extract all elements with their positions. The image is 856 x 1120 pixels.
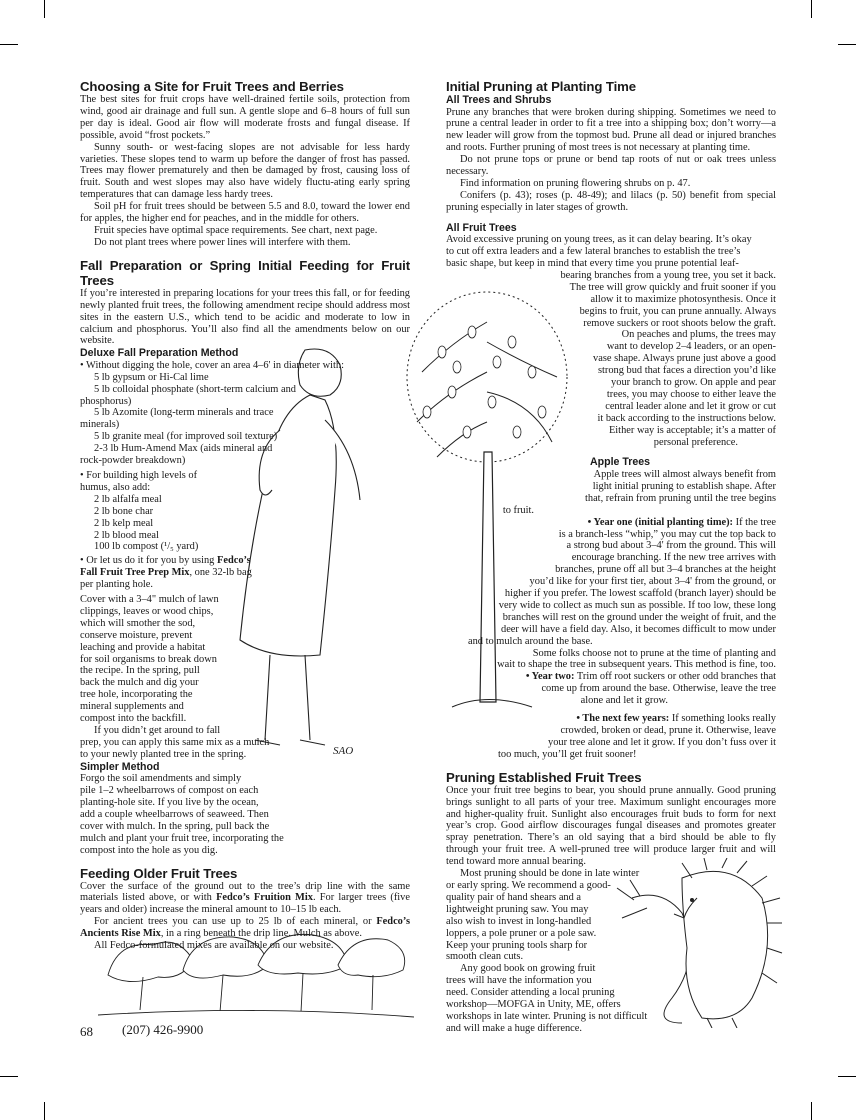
established-line: Any good book on growing fruit — [460, 963, 596, 975]
fruit-line: The tree will grow quickly and fruit sooner if you — [569, 281, 776, 293]
fruit-line: strong bud that faces a direction you’d like — [597, 365, 776, 377]
site-paragraph-5: Do not plant trees where power lines will interfere with them. — [94, 236, 351, 248]
year-one-line: you’d like for your first tier, about 3–4' from the ground, or — [529, 576, 776, 588]
year-one-line: branches, prune off all but 3–4 branches at the height — [555, 564, 776, 576]
bullet-humus: • For building high levels of — [80, 469, 198, 481]
heading-apple-trees: Apple Trees — [590, 456, 651, 469]
humus-item: 2 lb bone char — [94, 505, 154, 517]
mulch-line: compost into the backfill. — [80, 713, 187, 725]
simpler-line: cover with mulch. In the spring, pull back the — [80, 820, 270, 832]
year-two-line: • Year two: Trim off root suckers or other odd branches that — [525, 671, 776, 683]
apple-line: that, refrain from pruning until the tree begins — [584, 492, 776, 504]
heading-pruning-established: Pruning Established Fruit Trees — [446, 769, 642, 785]
mulch-line: back the mulch and dig your — [80, 677, 199, 689]
older-paragraph-2: For ancient trees you can use up to 25 lb of each mineral, or Fedco’s Ancients Rise Mix, in a ring beneath the drip line. Mulch as above. — [80, 916, 410, 940]
year-two-line: alone and let it grow. — [580, 695, 668, 707]
fruit-line: bearing branches from a young tree, you set it back. — [560, 269, 776, 281]
year-one-line: very wide to collect as much sun as possible. If too low, these long — [498, 599, 776, 611]
fruit-line: allow it to maximize photosynthesis. Once it — [590, 293, 776, 305]
bullet-without-digging: • Without digging the hole, cover an area 4–6' in diameter with: — [80, 359, 345, 371]
site-paragraph-3: Soil pH for fruit trees should be between 5.5 and 8.0, toward the lower end for apples, the higher end for peaches, and in the middle for others. — [80, 201, 410, 225]
fruit-line: Avoid excessive pruning on young trees, as it can delay bearing. It’s okay — [446, 234, 752, 246]
apple-line: Apple trees will almost always benefit from — [593, 468, 776, 480]
bullet-humus-cont: humus, also add: — [80, 481, 151, 493]
year-one-line: encourage branching. If the new tree arrives with — [571, 552, 776, 564]
fruit-line: personal preference. — [653, 436, 738, 448]
established-line: quality pair of hand shears and a — [446, 891, 582, 903]
next-years-line: your tree alone and let it grow. If you don’t fuss over it — [548, 736, 776, 748]
year-one-line: and to mulch around the base. — [468, 635, 593, 647]
mulch-line: mineral supplements and — [80, 701, 184, 713]
mulch-line: for soil organisms to break down — [80, 653, 217, 665]
year-one-line: • Year one (initial planting time): If the tree — [587, 516, 776, 528]
late-prep-line: prep, you can apply this same mix as a mulch — [80, 736, 270, 748]
heading-initial-pruning: Initial Pruning at Planting Time — [446, 79, 636, 94]
established-paragraph-1: Once your fruit tree begins to bear, you should prune annually. Good pruning brings sunlight to all parts of your tree. Maximum sunlight encourages more and higher-quality fruit. Sunlight also encourages fruit buds to form for next year’s crop. Good airflow discourages fungal diseases and promotes greater spray penetration. There’s an old saying that a bird should be able to fly through your fruit tree. A well-pruned tree will produce larger fruit and will tend toward more annual bearing. — [446, 784, 776, 868]
fruit-line: begins to fruit, you can prune annually. Always — [579, 305, 776, 317]
established-line: loppers, a pole pruner or a pole saw. — [446, 927, 597, 939]
established-line: trees will have the information you — [446, 975, 592, 987]
left-column — [80, 79, 410, 952]
established-line: Most pruning should be done in late winter — [460, 868, 640, 880]
artist-signature: SAO — [333, 745, 354, 757]
year-two-line: come up from around the base. Otherwise, leave the tree — [541, 683, 776, 695]
simpler-line: Forgo the soil amendments and simply — [80, 773, 242, 785]
year-one-line: deer will have a field day. Also, it becomes difficult to mow under — [501, 623, 776, 635]
established-line: Keep your pruning tools sharp for — [446, 939, 588, 951]
initial-paragraph-1: Prune any branches that were broken during shipping. Sometimes we need to prune a central leader in order to fit a tree into a shipping box; don’t worry—a new leader will grow from the topmost bud. Prune all dead or injured branches and roots. Further pruning of most trees is not necessary at planting time. — [446, 106, 776, 154]
next-years-line: crowded, broken or dead, prune it. Otherwise, leave — [560, 725, 776, 736]
established-line: workshop—MOFGA in Unity, ME, offers — [446, 999, 621, 1011]
fall-paragraph-1: If you’re interested in preparing locations for your trees this fall, or for feeding newly planted fruit trees, the following amendment recipe should address most sites in the eastern U.S., which tend to be acidic and moderate to low in calcium and phosphorus. You’ll also find all the amendments below on our website. — [80, 287, 410, 347]
simpler-line: compost into the hole as you dig. — [80, 844, 218, 856]
mulch-line: clippings, leaves or wood chips, — [80, 605, 214, 617]
established-line: workshops in late winter. Pruning is not difficult — [446, 1010, 648, 1022]
simpler-line: mulch and plant your fruit tree, incorporating the — [80, 832, 284, 844]
amendment-item: 5 lb colloidal phosphate (short-term calcium and — [94, 383, 296, 395]
right-column — [446, 79, 776, 1035]
apple-line: light initial pruning to establish shape. After — [592, 480, 776, 492]
mulch-line: conserve moisture, prevent — [80, 629, 193, 641]
year-one-line: branches will rest on the ground under the weight of fruit, and the — [502, 611, 776, 623]
established-line: or early spring. We recommend a good- — [446, 879, 611, 891]
site-paragraph-4: Fruit species have optimal space requirements. See chart, next page. — [94, 224, 378, 236]
page-number: 68 — [80, 1024, 93, 1039]
amendment-item: phosphorus) — [80, 395, 132, 407]
humus-item: 2 lb kelp meal — [94, 517, 154, 529]
site-paragraph-2: Sunny south- or west-facing slopes are not advisable for less hardy varieties. These slopes tend to warm up before the danger of frost has passed. Trees may flower prematurely and then be damaged by frost, causing loss of fruit. South and west slopes may also have widely fluctu-ating early spring temperatures that can damage less hardy trees. — [80, 141, 410, 201]
folks-line: wait to shape the tree in subsequent years. This method is fine, too. — [497, 659, 776, 671]
footer-phone: (207) 426-9900 — [122, 1022, 204, 1037]
initial-paragraph-4: Conifers (p. 43); roses (p. 48-49); and lilacs (p. 50) benefit from special pruning especially in later stages of growth. — [446, 189, 776, 213]
simpler-line: planting-hole site. If you live by the ocean, — [80, 797, 259, 809]
simpler-line: add a couple wheelbarrows of seaweed. Then — [80, 808, 269, 820]
fruit-line: it back according to the instructions below. — [597, 412, 776, 424]
bullet-fedco-mix-cont: Fall Fruit Tree Prep Mix, one 32-lb bag — [80, 567, 252, 579]
fruit-line: trees, you may choose to either leave the — [606, 388, 776, 400]
fruit-line: your branch to grow. On apple and pear — [611, 377, 776, 389]
site-paragraph-1: The best sites for fruit crops have well-drained fertile soils, protection from wind, good air drainage and full sun. A gentle slope and 6–8 hours of full sun per day is ideal. Good air flow will moderate frosts and fungal disease. If possible, avoid “frost pockets.” — [80, 94, 410, 141]
amendment-item: 2-3 lb Hum-Amend Max (aids mineral and — [94, 443, 273, 455]
older-paragraph-1: Cover the surface of the ground out to the tree’s drip line with the same materials listed above, or with Fedco’s Fruition Mix. For larger trees (five years and older) increase the mineral amount to 10–15 lb each. — [80, 880, 410, 916]
mulch-line: leaching and provide a habitat — [80, 641, 206, 653]
simpler-line: pile 1–2 wheelbarrows of compost on each — [80, 785, 259, 797]
year-one-line: higher if you prefer. The lowest scaffold (branch layer) should be — [504, 588, 776, 600]
established-line: smooth clean cuts. — [446, 951, 524, 963]
humus-item: 2 lb blood meal — [94, 529, 159, 541]
year-one-line: a strong bud about 3–4' from the ground. This will — [566, 540, 776, 552]
fruit-line: want to develop 2–4 leaders, or an open- — [606, 341, 776, 353]
late-prep-line: to your newly planted tree in the spring. — [80, 748, 247, 760]
established-line: lightweight pruning saw. You may — [446, 903, 589, 915]
heading-simpler-method: Simpler Method — [80, 760, 160, 773]
fruit-line: central leader alone and let it grow or cut — [605, 400, 776, 412]
fruit-line: basic shape, but keep in mind that every time you prune potential leaf- — [446, 257, 739, 269]
heading-all-fruit-trees: All Fruit Trees — [446, 221, 517, 234]
next-years-line: too much, you’ll get fruit sooner! — [498, 748, 637, 760]
bullet-fedco-mix: • Or let us do it for you by using Fedco’s — [80, 555, 251, 567]
amendment-item: rock-powder breakdown) — [80, 455, 186, 467]
fruit-line: vase shape. Always prune just above a good — [593, 353, 776, 365]
bullet-fedco-mix-end: per planting hole. — [80, 579, 154, 591]
amendment-item: 5 lb gypsum or Hi-Cal lime — [94, 371, 209, 383]
heading-all-trees-shrubs: All Trees and Shrubs — [446, 94, 552, 106]
year-one-line: is a branch-less “whip,” you may cut the top back to — [558, 528, 776, 540]
older-paragraph-3: All Fedco-formulated mixes are available on our website. — [94, 940, 334, 952]
amendment-item: 5 lb Azomite (long-term minerals and trace — [94, 407, 274, 419]
heading-choosing-site: Choosing a Site for Fruit Trees and Berries — [80, 79, 344, 94]
heading-fall-preparation: Fall Preparation or Spring Initial Feeding for Fruit Trees — [80, 257, 410, 288]
mulch-line: the recipe. In the spring, pull — [80, 665, 200, 677]
mulch-line: tree hole, incorporating the — [80, 689, 193, 701]
established-line: and will make a huge difference. — [446, 1022, 582, 1034]
amendment-item: 5 lb granite meal (for improved soil texture) — [94, 431, 278, 443]
initial-paragraph-2: Do not prune tops or prune or bend tap roots of nut or oak trees unless necessary. — [446, 154, 776, 178]
established-line: need. Consider attending a local pruning — [446, 987, 615, 999]
mulch-line: Cover with a 3–4" mulch of lawn — [80, 594, 219, 606]
humus-item: 2 lb alfalfa meal — [94, 493, 162, 505]
apple-line: to fruit. — [502, 504, 534, 516]
heading-deluxe-method: Deluxe Fall Preparation Method — [80, 347, 239, 360]
established-line: also wish to invest in long-handled — [446, 915, 592, 927]
humus-item: 100 lb compost (¹/₅ yard) — [94, 541, 199, 553]
mulch-line: which will smother the sod, — [80, 617, 196, 629]
fruit-line: Either way is acceptable; it’s a matter of — [608, 424, 776, 436]
late-prep-line: If you didn’t get around to fall — [94, 725, 221, 736]
folks-line: Some folks choose not to prune at the time of planting and — [532, 647, 776, 659]
amendment-item: minerals) — [80, 419, 120, 431]
heading-feeding-older: Feeding Older Fruit Trees — [80, 865, 238, 881]
next-years-line: • The next few years: If something looks really — [576, 713, 776, 725]
initial-paragraph-3: Find information on pruning flowering shrubs on p. 47. — [460, 177, 691, 189]
fruit-line: remove suckers or root shoots below the graft. — [583, 317, 776, 329]
fruit-line: On peaches and plums, the trees may — [621, 329, 776, 341]
fruit-line: to cut off extra leaders and a few lateral branches to establish the tree’s — [446, 246, 741, 258]
